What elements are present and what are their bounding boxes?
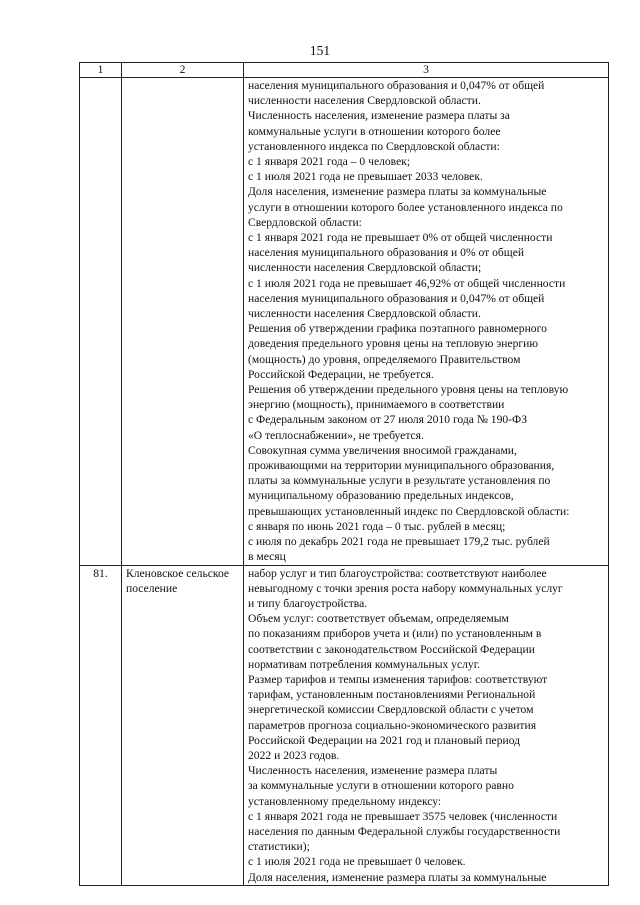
text-line: набор услуг и тип благоустройства: соответствуют наиболее [248,566,547,580]
text-line: и типу благоустройства. [248,596,368,610]
text-line: населения муниципального образования и 0% от общей [248,246,525,260]
text-line: «О теплоснабжении», не требуется. [248,428,424,442]
header-col-1: 1 [80,63,122,78]
text-line: Российской Федерации на 2021 год и плановый период [248,733,521,747]
table-row [80,78,609,566]
table-header-row [80,63,609,78]
page-number: 151 [309,43,331,58]
text-line: численности населения Свердловской области. [248,94,481,108]
row-number-cell: 81. [80,565,122,885]
text-line: доведения предельного уровня цены на тепловую энергию [248,337,539,351]
text-line: с января по июнь 2021 года – 0 тыс. рублей в месяц; [248,519,506,533]
text-line: численности населения Свердловской области; [248,261,482,275]
text-line: с 1 июля 2021 года не превышает 2033 человек. [248,170,483,184]
text-line: установленному предельному индексу: [248,794,442,808]
text-line: по показаниям приборов учета и (или) по установленным в [248,627,542,641]
text-line: с 1 января 2021 года не превышает 3575 человек (численности [248,809,558,823]
text-line: Решения об утверждении предельного уровня цены на тепловую [248,383,569,397]
text-line: за коммунальные услуги в отношении которого равно [248,779,514,793]
municipality-cell [122,565,244,885]
text-line: Доля населения, изменение размера платы за коммунальные [248,870,547,884]
text-line: (мощность) до уровня, определяемого Правительством [248,352,521,366]
text-line: поселение [126,581,178,595]
text-line: населения муниципального образования и 0,047% от общей [248,291,545,305]
header-col-3: 3 [244,63,609,78]
text-line: муниципальному образованию предельных индексов, [248,489,514,503]
text-line: Совокупная сумма увеличения вносимой гражданами, [248,443,517,457]
text-line: платы за коммунальные услуги в результате установления по [248,474,551,488]
text-line: Численность населения, изменение размера платы [248,764,498,778]
text-line: с 1 января 2021 года – 0 человек; [248,155,411,169]
text-line: энергетической комиссии Свердловской области с учетом [248,703,534,717]
text-line: населения по данным Федеральной службы государственности [248,824,561,838]
description-cell [244,565,609,885]
header-col-2: 2 [122,63,244,78]
text-line: Решения об утверждении графика поэтапного равномерного [248,322,547,336]
text-line: Кленовское сельское [126,566,230,580]
text-line: в месяц [248,550,286,564]
text-line: населения муниципального образования и 0,047% от общей [248,79,545,92]
text-line: с Федеральным законом от 27 июля 2010 года № 190-ФЗ [248,413,528,427]
text-line: коммунальные услуги в отношении которого более [248,124,501,138]
text-line: превышающих установленный индекс по Свердловской области: [248,504,570,518]
municipality-cell [122,78,244,566]
text-line: с июля по декабрь 2021 года не превышает 179,2 тыс. рублей [248,535,550,549]
text-line: статистики); [248,840,310,854]
text-line: Свердловской области: [248,215,362,229]
text-line: с 1 июля 2021 года не превышает 0 человек. [248,855,466,869]
text-line: Численность населения, изменение размера платы за [248,109,510,123]
table-row [80,565,609,885]
text-line: проживающими на территории муниципального образования, [248,459,555,473]
text-line: тарифам, установленным постановлениями Региональной [248,688,536,702]
text-line: 2022 и 2023 годов. [248,748,340,762]
text-line: энергию (мощность), принимаемого в соответствии [248,398,505,412]
text-line: Доля населения, изменение размера платы за коммунальные [248,185,547,199]
text-line: Объем услуг: соответствует объемам, определяемым [248,612,509,626]
text-line: с 1 июля 2021 года не превышает 46,92% от общей численности [248,276,566,290]
text-line: Размер тарифов и темпы изменения тарифов: соответствуют [248,672,548,686]
description-cell [244,78,609,566]
text-line: невыгодному с точки зрения роста набору коммунальных услуг [248,581,563,595]
text-line: соответствии с законодательством Российской Федерации [248,642,535,656]
text-line: услуги в отношении которого более установленного индекса по [248,200,563,214]
text-line: параметров прогноза социально-экономического развития [248,718,537,732]
row-number-cell [80,78,122,566]
text-line: с 1 января 2021 года не превышает 0% от общей численности [248,231,553,245]
text-line: численности населения Свердловской области. [248,307,481,321]
text-line: установленного индекса по Свердловской области: [248,139,500,153]
text-line: Российской Федерации, не требуется. [248,367,434,381]
document-table [79,62,609,886]
text-line: нормативам потребления коммунальных услуг. [248,657,481,671]
